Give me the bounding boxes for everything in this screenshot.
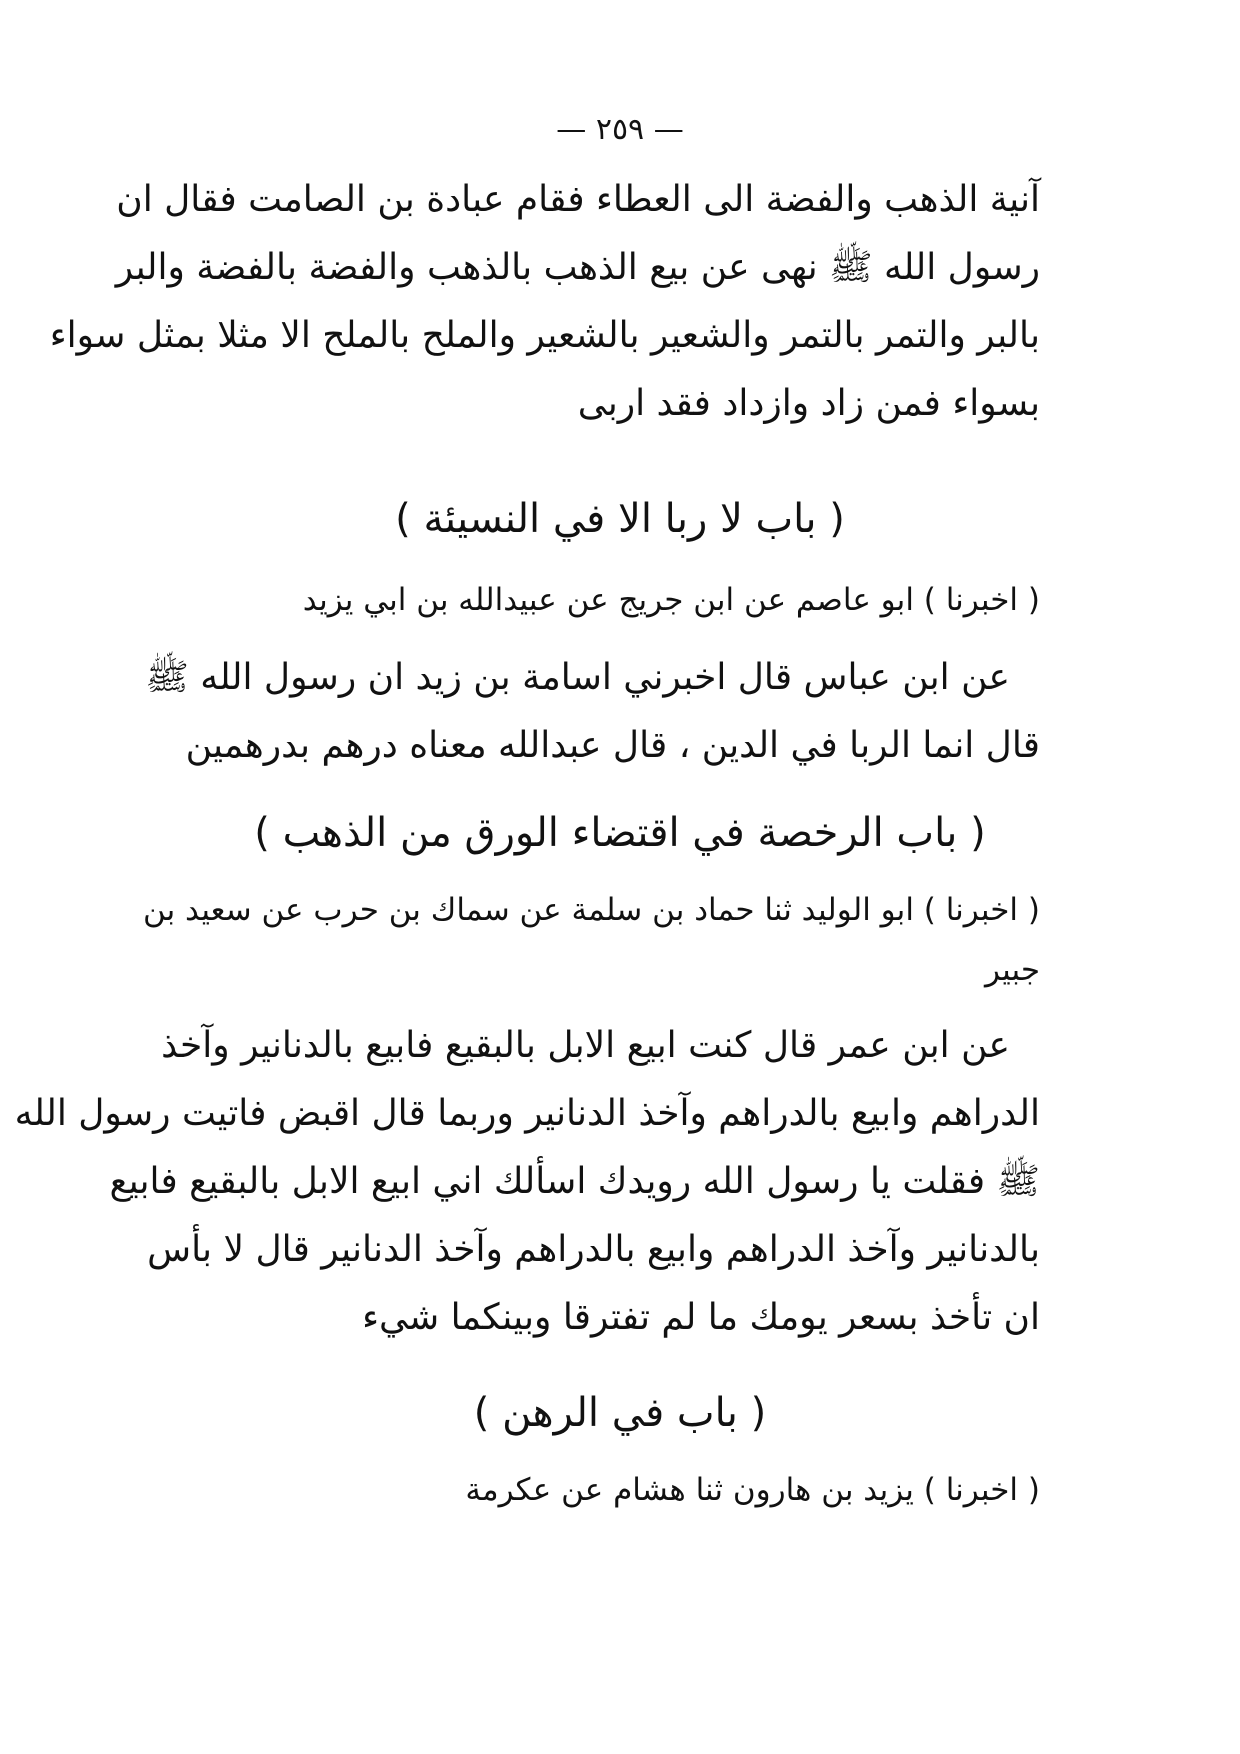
text-line: قال انما الربا في الدين ، قال عبدالله معناه درهم بدرهمين	[185, 725, 1040, 766]
section-heading: ( باب الرخصة في اقتضاء الورق من الذهب )	[254, 810, 986, 856]
text-line: ﷺ فقلت يا رسول الله رويدك اسألك اني ابيع الابل بالبقيع فابيع	[109, 1161, 1040, 1202]
text-line: الدراهم وابيع بالدراهم وآخذ الدنانير وربما قال اقبض فاتيت رسول الله	[14, 1093, 1040, 1134]
section-heading: ( باب في الرهن )	[473, 1390, 767, 1436]
text-line: بالدنانير وآخذ الدراهم وابيع بالدراهم وآخذ الدنانير قال لا بأس	[147, 1229, 1040, 1270]
text-line: بسواء فمن زاد وازداد فقد اربى	[577, 383, 1040, 424]
text-line: ان تأخذ بسعر يومك ما لم تفترقا وبينكما شيء	[362, 1297, 1040, 1338]
isnad-line: ( اخبرنا ) يزيد بن هارون ثنا هشام عن عكرمة	[465, 1472, 1040, 1508]
isnad-line: جبير	[985, 952, 1040, 988]
section-heading: ( باب لا ربا الا في النسيئة )	[395, 496, 845, 542]
page-number: — ٢٥٩ —	[556, 112, 684, 147]
text-line: رسول الله ﷺ نهى عن بيع الذهب بالذهب والفضة بالفضة والبر	[115, 247, 1040, 288]
isnad-line: ( اخبرنا ) ابو عاصم عن ابن جريج عن عبيدالله بن ابي يزيد	[302, 582, 1040, 618]
isnad-line: ( اخبرنا ) ابو الوليد ثنا حماد بن سلمة عن سماك بن حرب عن سعيد بن	[142, 892, 1040, 928]
text-line: عن ابن عمر قال كنت ابيع الابل بالبقيع فابيع بالدنانير وآخذ	[161, 1025, 1010, 1066]
text-line: عن ابن عباس قال اخبرني اسامة بن زيد ان رسول الله ﷺ	[145, 657, 1010, 698]
text-line: آنية الذهب والفضة الى العطاء فقام عبادة بن الصامت فقال ان	[116, 179, 1040, 220]
text-line: بالبر والتمر بالتمر والشعير بالشعير والملح بالملح الا مثلا بمثل سواء	[49, 315, 1040, 356]
